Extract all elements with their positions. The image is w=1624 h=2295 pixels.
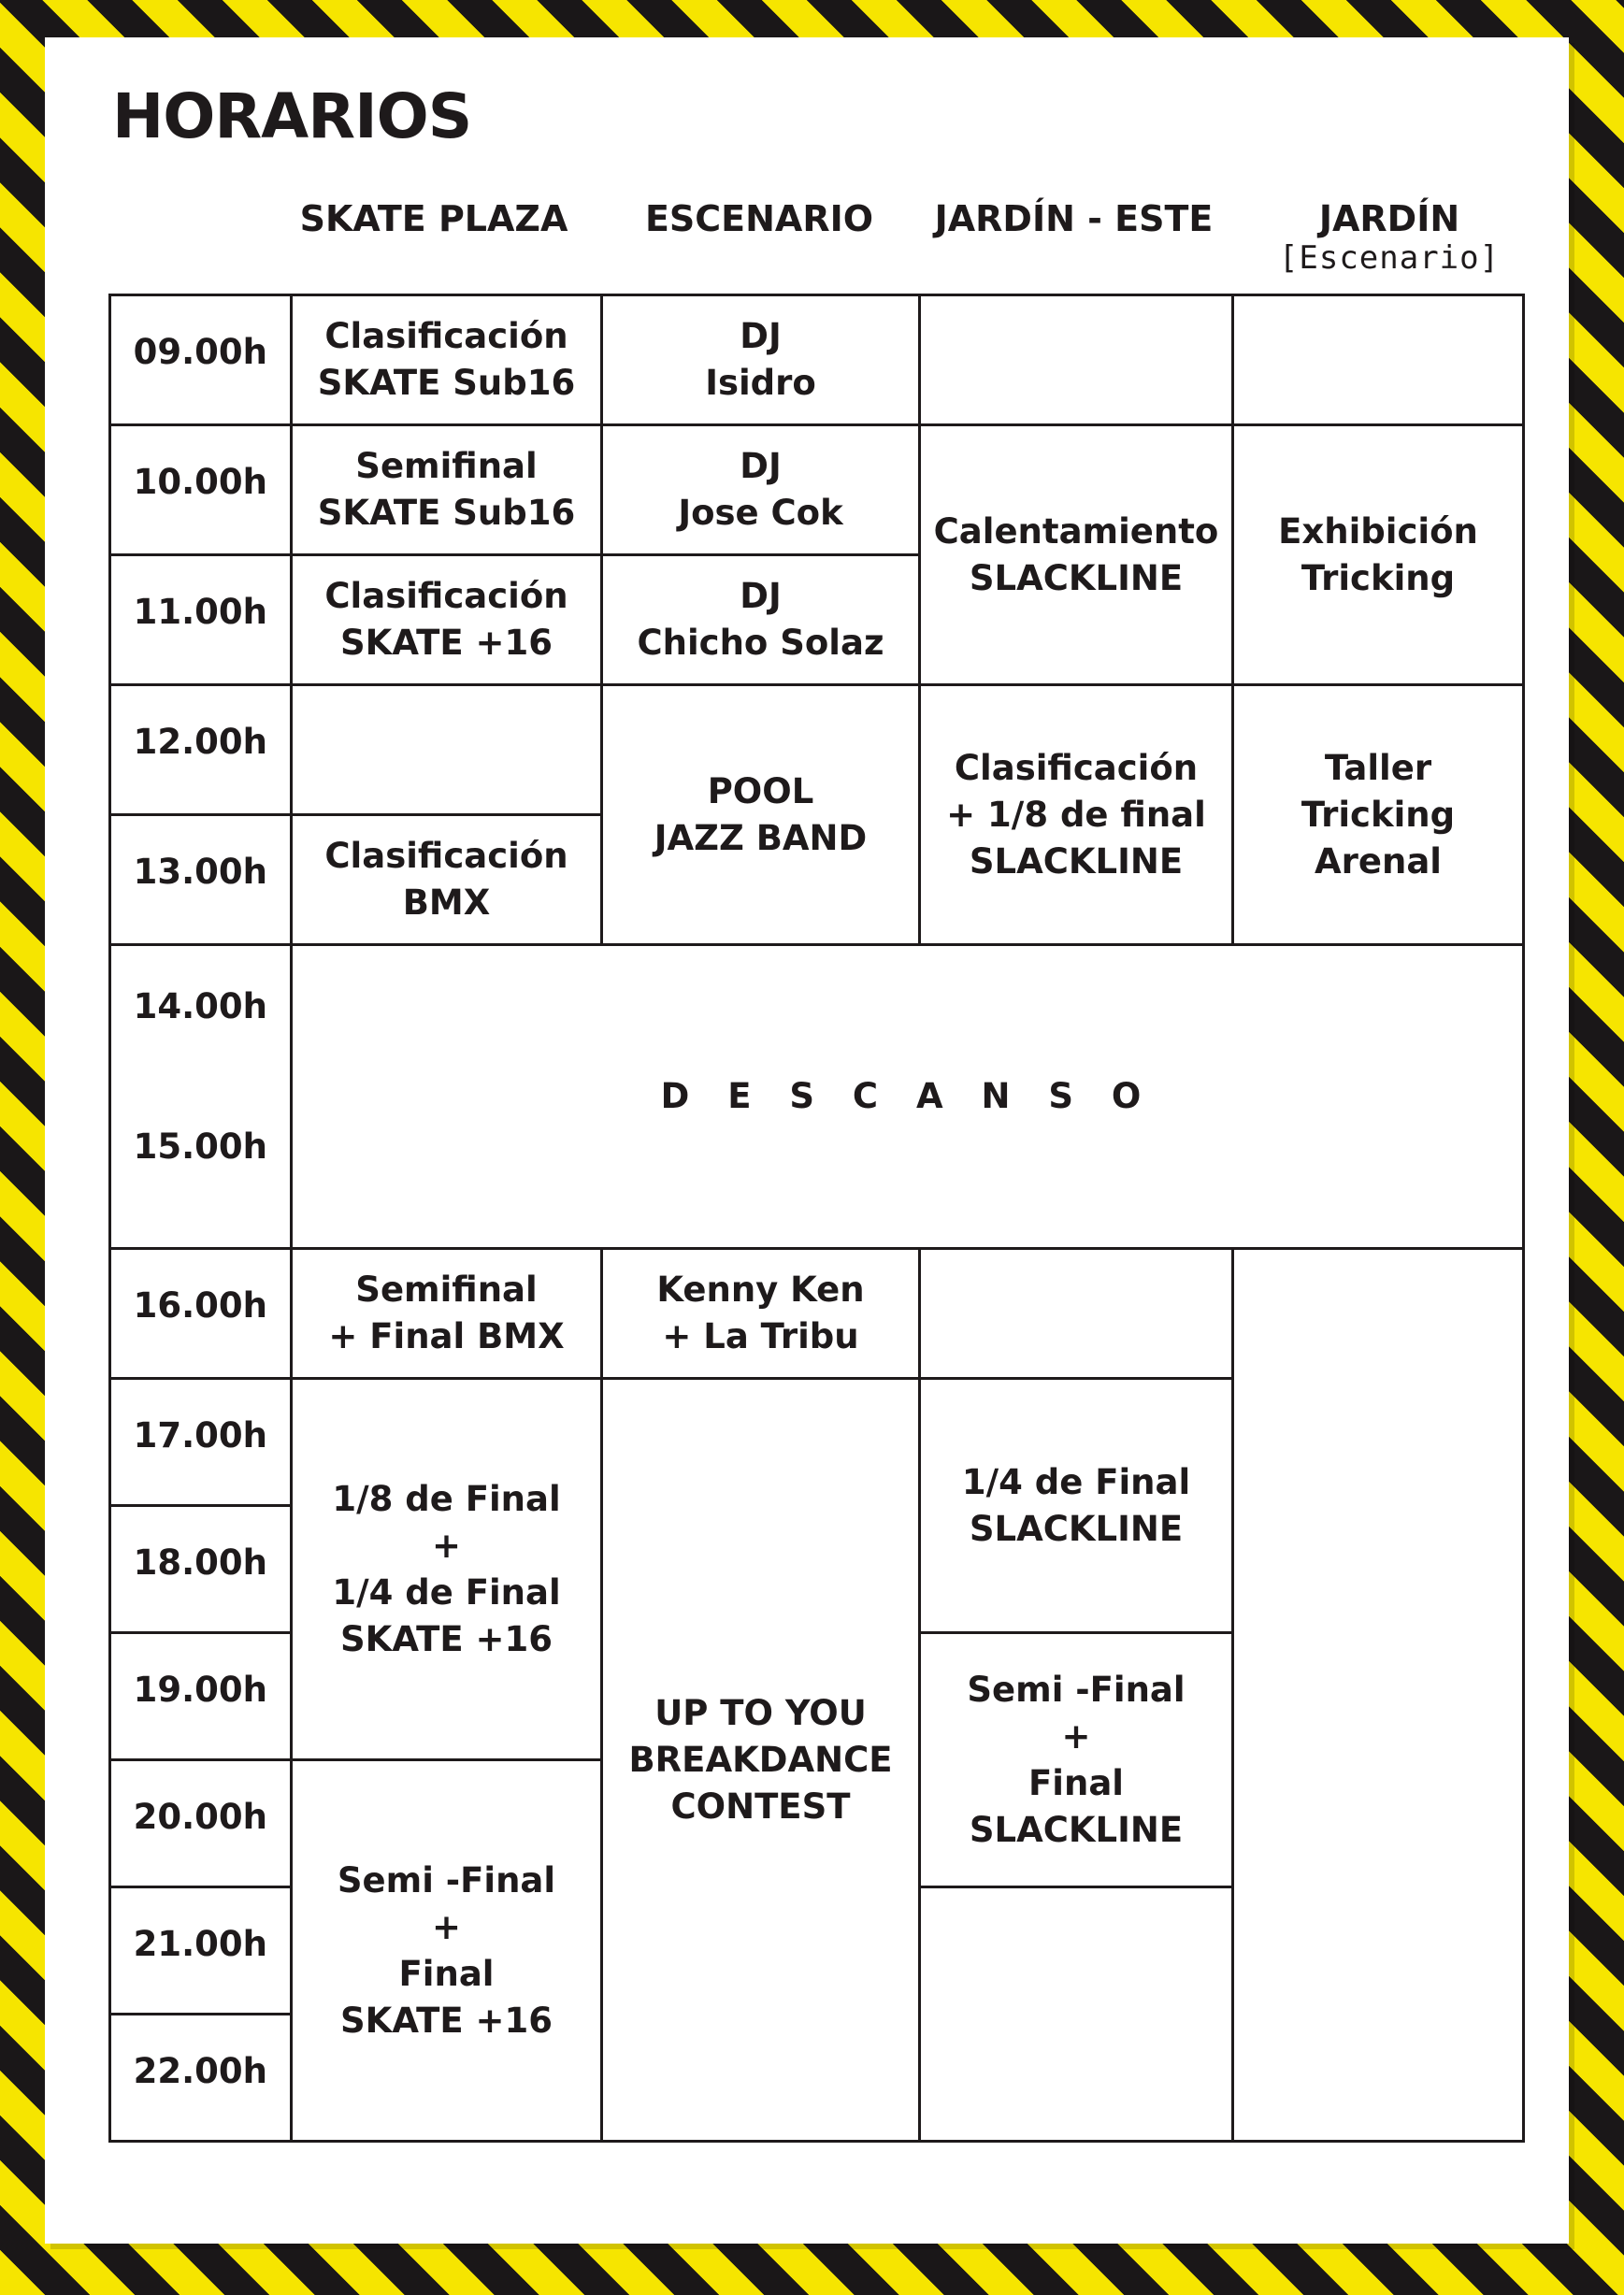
empty-cell: [920, 1249, 1233, 1379]
event-cell: DJ Isidro: [602, 295, 920, 425]
event-cell: 1/4 de Final SLACKLINE: [920, 1379, 1233, 1633]
time-label: 12.00h: [110, 685, 292, 815]
time-label: 21.00h: [110, 1887, 292, 2015]
event-cell: POOL JAZZ BAND: [602, 685, 920, 945]
empty-cell: [920, 1887, 1233, 2142]
event-cell: UP TO YOU BREAKDANCE CONTEST: [602, 1379, 920, 2142]
column-header-escenario: ESCENARIO: [644, 198, 874, 239]
event-cell: Semi -Final + Final SKATE +16: [292, 1760, 602, 2142]
row-14-15: [110, 945, 1524, 1249]
time-label: 20.00h: [110, 1760, 292, 1887]
time-label: 11.00h: [110, 555, 292, 685]
empty-cell: [292, 685, 602, 815]
event-cell: Kenny Ken + La Tribu: [602, 1249, 920, 1379]
row-10: [110, 425, 1524, 555]
event-cell: Clasificación SKATE +16: [292, 555, 602, 685]
event-cell: Semifinal + Final BMX: [292, 1249, 602, 1379]
event-cell: Clasificación SKATE Sub16: [292, 295, 602, 425]
event-cell: Clasificación BMX: [292, 815, 602, 945]
event-cell: Clasificación + 1/8 de final SLACKLINE: [920, 685, 1233, 945]
row-16: [110, 1249, 1524, 1379]
schedule-table: [108, 294, 1525, 2143]
time-label: 16.00h: [110, 1249, 292, 1379]
event-cell: Taller Tricking Arenal: [1233, 685, 1524, 945]
time-label: 19.00h: [110, 1633, 292, 1760]
time-label: 10.00h: [110, 425, 292, 555]
time-label: 13.00h: [110, 815, 292, 945]
column-header-skate-plaza: SKATE PLAZA: [299, 198, 568, 239]
event-cell: Calentamiento SLACKLINE: [920, 425, 1233, 685]
time-label: 22.00h: [110, 2015, 292, 2142]
time-label: 18.00h: [110, 1506, 292, 1633]
row-09: [110, 295, 1524, 425]
time-label: 17.00h: [110, 1379, 292, 1506]
time-label: 09.00h: [110, 295, 292, 425]
event-cell: DJ Chicho Solaz: [602, 555, 920, 685]
row-12: [110, 685, 1524, 815]
event-cell: Exhibición Tricking: [1233, 425, 1524, 685]
event-cell: 1/8 de Final + 1/4 de Final SKATE +16: [292, 1379, 602, 1760]
column-header-jardin-este: JARDÍN - ESTE: [934, 198, 1214, 239]
empty-cell: [1233, 295, 1524, 425]
empty-cell: [1233, 1249, 1524, 2142]
time-label-pair: 14.00h 15.00h: [110, 945, 292, 1249]
event-cell: Semi -Final + Final SLACKLINE: [920, 1633, 1233, 1887]
empty-cell: [920, 295, 1233, 425]
column-header-jardin: JARDÍN [Escenario]: [1230, 198, 1548, 277]
event-cell: DJ Jose Cok: [602, 425, 920, 555]
column-subheader-escenario: [Escenario]: [1278, 239, 1501, 277]
descanso-banner: D E S C A N S O: [292, 945, 1524, 1249]
page-title: HORARIOS: [112, 80, 472, 152]
event-cell: Semifinal SKATE Sub16: [292, 425, 602, 555]
